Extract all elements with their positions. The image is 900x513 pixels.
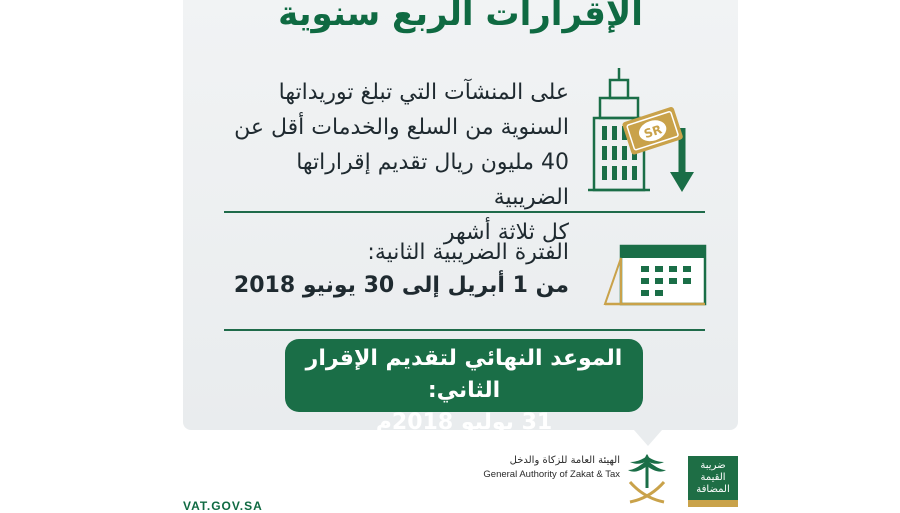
badge-line: المضافة bbox=[696, 484, 730, 495]
calendar-icon bbox=[603, 236, 709, 308]
building-money-icon bbox=[586, 66, 706, 194]
website-link[interactable]: VAT.GOV.SA bbox=[183, 499, 263, 513]
authority-name-ar: الهيئة العامة للزكاة والدخل bbox=[509, 455, 620, 466]
threshold-line: كل ثلاثة أشهر bbox=[443, 220, 569, 245]
badge-line: ضريبة bbox=[700, 460, 726, 471]
sr-label: SR bbox=[642, 122, 664, 142]
threshold-line: 40 مليون ريال تقديم إقراراتها الضريبية bbox=[296, 150, 569, 210]
period-range: من 1 أبريل إلى 30 يونيو 2018 bbox=[233, 273, 569, 298]
tax-period bbox=[224, 236, 569, 302]
badge-line: القيمة bbox=[700, 472, 726, 483]
deadline-date: 31 يوليو 2018م bbox=[375, 410, 553, 435]
deadline-heading: الموعد النهائي لتقديم الإقرار الثاني: bbox=[305, 346, 623, 403]
page-title: الإقرارات الربع سنوية bbox=[278, 0, 643, 34]
divider bbox=[224, 329, 705, 331]
badge-gold-strip bbox=[688, 500, 738, 507]
threshold-text bbox=[224, 75, 569, 250]
threshold-line: السنوية من السلع والخدمات أقل عن bbox=[234, 115, 569, 140]
authority-name-en: General Authority of Zakat & Tax bbox=[483, 469, 620, 480]
palm-swords-logo bbox=[624, 452, 670, 507]
deadline-box bbox=[285, 339, 643, 435]
vat-badge bbox=[688, 456, 738, 507]
period-heading: الفترة الضريبية الثانية: bbox=[367, 240, 569, 265]
authority-name bbox=[480, 454, 620, 482]
divider bbox=[224, 211, 705, 213]
threshold-line: على المنشآت التي تبلغ توريداتها bbox=[278, 80, 569, 105]
